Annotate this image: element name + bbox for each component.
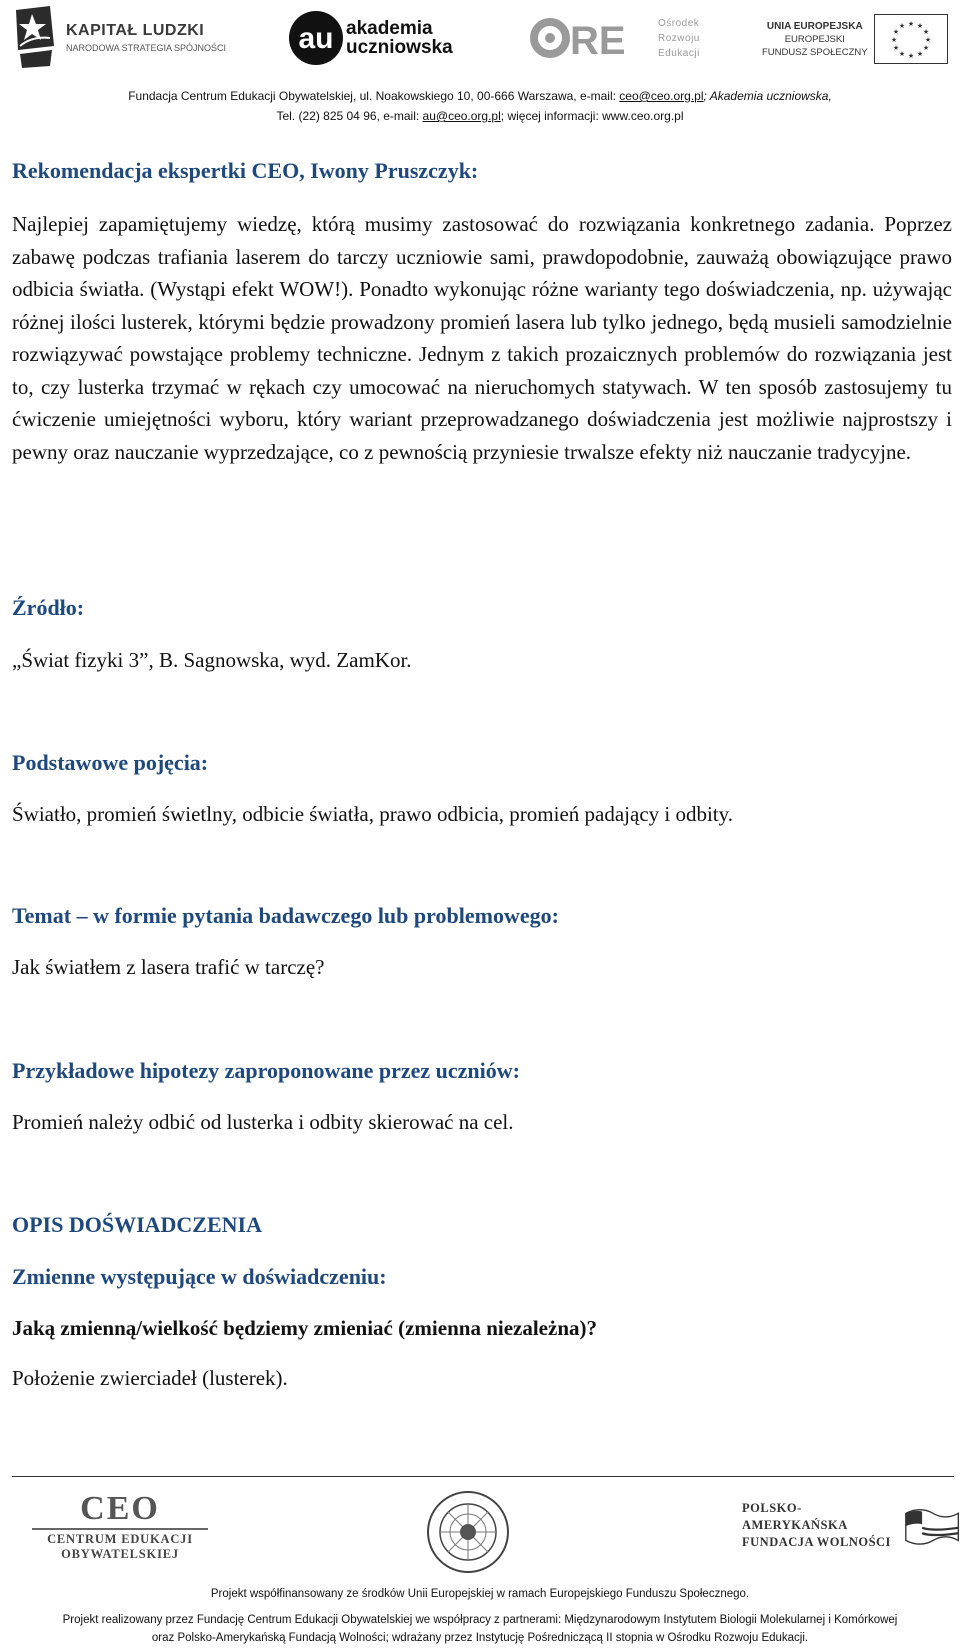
svg-text:RE: RE (570, 19, 626, 62)
ue-line3: FUNDUSZ SPOŁECZNY (762, 46, 868, 58)
eu-logo (762, 14, 948, 64)
akademia-uczniowska-logo (288, 10, 453, 66)
ue-line2: EUROPEJSKI (784, 33, 845, 45)
source-text: „Świat fizyki 3”, B. Sagnowska, wyd. ZamKor. (12, 648, 412, 672)
pafw-flag-icon (904, 1502, 960, 1550)
kapital-ludzki-logo (10, 6, 226, 68)
independent-variable-question: Jaką zmienną/wielkość będziemy zmieniać (zmienna niezależna)? (12, 1316, 597, 1340)
svg-text:★: ★ (890, 36, 897, 44)
kapital-ludzki-subtitle: NARODOWA STRATEGIA SPÓJNOŚCI (66, 42, 227, 53)
svg-text:★: ★ (907, 52, 914, 60)
svg-text:★: ★ (916, 22, 923, 30)
akademia-badge-text: au (298, 22, 334, 55)
kapital-ludzki-emblem-icon (10, 6, 56, 68)
svg-text:★: ★ (907, 20, 914, 28)
svg-text:★: ★ (892, 44, 899, 52)
svg-text:★: ★ (922, 28, 929, 36)
ceo-email-link[interactable]: ceo@ceo.org.pl (619, 89, 704, 103)
concepts-text: Światło, promień świetlny, odbicie światła, prawo odbicia, promień padający i odbity. (12, 802, 734, 826)
molecular-institute-seal-icon (426, 1490, 510, 1574)
svg-text:★: ★ (924, 36, 931, 44)
ceo-logo (14, 1490, 226, 1562)
footer-divider (12, 1476, 954, 1477)
variables-heading: Zmienne występujące w doświadczeniu: (12, 1264, 387, 1289)
page-header (0, 0, 960, 130)
ore-line3: Edukacji (658, 47, 700, 59)
svg-text:★: ★ (892, 28, 899, 36)
contact-line-1-prefix: Fundacja Centrum Edukacji Obywatelskiej, ul. Noakowskiego 10, 00-666 Warszawa, e-mail: (128, 89, 620, 103)
ceo-rule (32, 1528, 208, 1530)
contact-line-2 (0, 109, 960, 123)
contact-line-1-suffix: ; Akademia uczniowska, (703, 89, 832, 103)
akademia-line2: uczniowska (346, 37, 453, 58)
independent-variable-answer: Położenie zwierciadeł (lusterek). (12, 1366, 288, 1390)
ceo-mark: CEO (80, 1490, 160, 1527)
source-heading: Źródło: (12, 595, 85, 620)
pafw-line2: FUNDACJA WOLNOŚCI (742, 1535, 891, 1549)
svg-text:★: ★ (922, 44, 929, 52)
kapital-ludzki-title: KAPITAŁ LUDZKI (66, 21, 205, 39)
akademia-line1: akademia (346, 18, 433, 39)
akademia-badge-icon (288, 10, 344, 66)
concepts-heading: Podstawowe pojęcia: (12, 750, 209, 775)
pafw-logo (742, 1500, 960, 1551)
recommendation-heading: Rekomendacja ekspertki CEO, Iwony Pruszczyk: (12, 158, 479, 183)
eu-flag-icon (874, 14, 948, 64)
au-email-link[interactable]: au@ceo.org.pl (422, 109, 501, 123)
contact-line-1 (0, 89, 960, 103)
experiment-heading: OPIS DOŚWIADCZENIA (12, 1212, 262, 1237)
hypotheses-text: Promień należy odbić od lusterka i odbity skierować na cel. (12, 1110, 514, 1134)
footer-note-3: oraz Polsko-Amerykańską Fundacją Wolności; wdrażany przez Instytucję Pośredniczącą II stopnia w Ośrodku Rozwoju Edukacji. (151, 1632, 809, 1644)
hypotheses-heading: Przykładowe hipotezy zaproponowane przez uczniów: (12, 1058, 520, 1083)
contact-line-2-prefix: Tel. (22) 825 04 96, e-mail: (276, 109, 423, 123)
topic-heading: Temat – w formie pytania badawczego lub problemowego: (12, 903, 559, 928)
footer-note-1: Projekt współfinansowany ze środków Unii Europejskiej w ramach Europejskiego Funduszu Społecznego. (210, 1588, 750, 1600)
ore-logo (530, 14, 700, 62)
topic-text: Jak światłem z lasera trafić w tarczę? (12, 955, 325, 979)
svg-text:★: ★ (898, 50, 905, 58)
svg-text:★: ★ (916, 50, 923, 58)
footer-note-2: Projekt realizowany przez Fundację Centrum Edukacji Obywatelskiej we współpracy z partnerami: Międzynarodowym Instytutem Biologii Molekularnej i Komórkowej (62, 1614, 898, 1626)
recommendation-paragraph: Najlepiej zapamiętujemy wiedzę, którą musimy zastosować do rozwiązania konkretnego zadania. Poprzez zabawę podczas trafiania laserem do tarczy uczniowie sami, prawdopodobnie, zauważą obowiązujące prawo odbicia światła. (Wystąpi efekt WOW!). Ponadto wykonując różne warianty tego doświadczenia, np. używając różnej ilości lusterek, którymi będzie prowadzony promień lasera lub tylko jednego, będą musieli samodzielnie rozwiązywać powstające problemy techniczne. Jednym z takich prozaicznych problemów do rozwiązania jest to, czy lusterka trzymać w rękach czy umocować na nieruchomych statywach. W ten sposób zastosujemy tu ćwiczenie umiejętności wyboru, który wariant przeprowadzanego doświadczenia jest możliwie najprostszy i pewny oraz nauczanie wyprzedzające, co z pewnością przyniesie trwalsze efekty niż nauczanie tradycyjne. (12, 212, 952, 464)
contact-line-2-suffix: ; więcej informacji: www.ceo.org.pl (500, 109, 684, 123)
svg-text:★: ★ (898, 22, 905, 30)
pafw-line1: POLSKO-AMERYKAŃSKA (742, 1501, 848, 1532)
ore-line1: Ośrodek (658, 17, 700, 29)
ceo-name: CENTRUM EDUKACJI OBYWATELSKIEJ (47, 1532, 193, 1561)
ore-mark-icon (530, 14, 650, 62)
ore-line2: Rozwoju (658, 32, 700, 44)
ue-line1: UNIA EUROPEJSKA (766, 20, 863, 32)
